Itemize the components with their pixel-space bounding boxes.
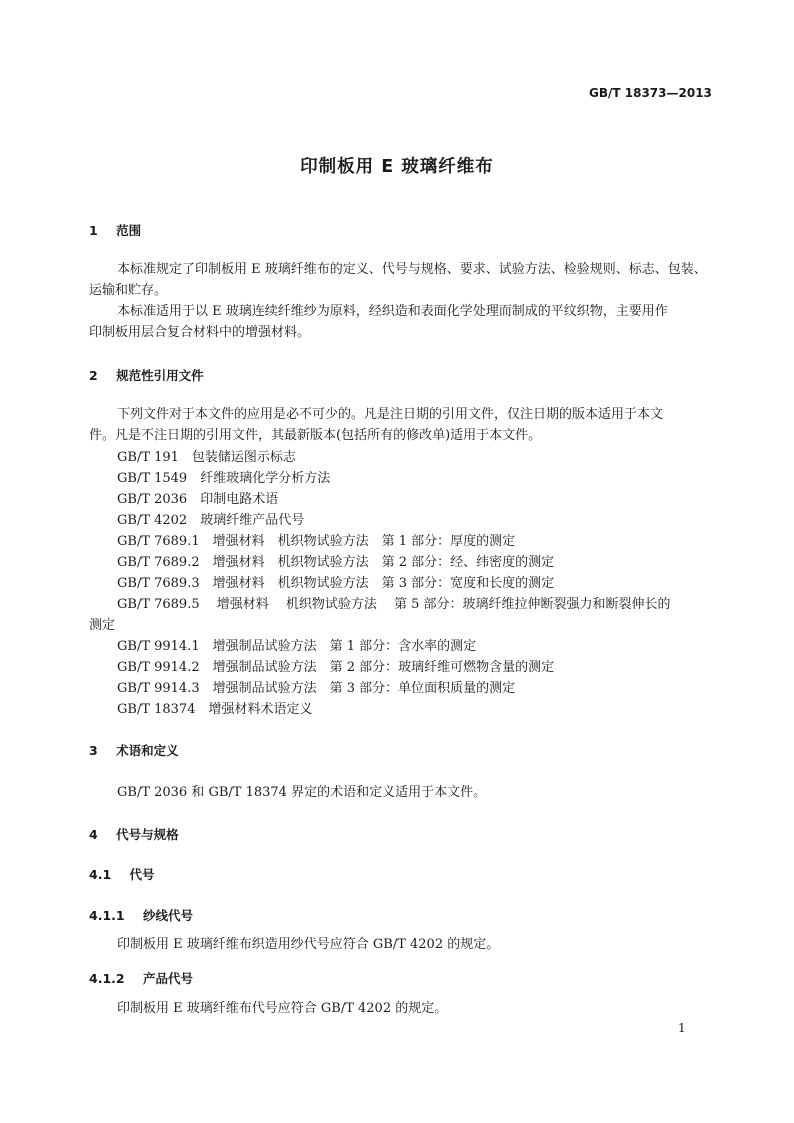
section-heading-2 — [89, 366, 204, 384]
section-number: 4.1.1 — [89, 908, 125, 923]
section-number: 4.1 — [89, 867, 112, 882]
reference-item: GB/T 18374 增强材料术语定义 — [117, 702, 313, 717]
reference-item-continuation: 测定 — [89, 618, 116, 633]
paragraph-line: 件。凡是不注日期的引用文件，其最新版本(包括所有的修改单)适用于本文件。 — [89, 428, 542, 443]
paragraph-line: 印制板用 E 玻璃纤维布织造用纱代号应符合 GB/T 4202 的规定。 — [117, 937, 500, 952]
section-title: 术语和定义 — [116, 743, 179, 758]
section-heading-4 — [89, 825, 179, 843]
section-heading-1 — [89, 221, 141, 239]
reference-item: GB/T 7689.5 增强材料 机织物试验方法 第 5 部分：玻璃纤维拉伸断裂强力和断裂伸长的 — [117, 597, 671, 612]
reference-item: GB/T 7689.2 增强材料 机织物试验方法 第 2 部分：经、纬密度的测定 — [117, 555, 555, 570]
section-heading-4-1 — [89, 865, 155, 883]
paragraph-line: 印制板用层合复合材料中的增强材料。 — [89, 325, 311, 340]
section-title: 规范性引用文件 — [116, 368, 204, 383]
reference-item: GB/T 9914.3 增强制品试验方法 第 3 部分：单位面积质量的测定 — [117, 681, 516, 696]
reference-item: GB/T 9914.2 增强制品试验方法 第 2 部分：玻璃纤维可燃物含量的测定 — [117, 660, 555, 675]
section-number: 4 — [89, 827, 98, 842]
paragraph-line: 本标准适用于以 E 玻璃连续纤维纱为原料，经织造和表面化学处理而制成的平纹织物，主要用作 — [117, 304, 668, 319]
section-title: 产品代号 — [142, 971, 193, 986]
reference-item: GB/T 4202 玻璃纤维产品代号 — [117, 513, 305, 528]
section-title: 范围 — [116, 223, 142, 238]
paragraph-line: GB/T 2036 和 GB/T 18374 界定的术语和定义适用于本文件。 — [117, 785, 487, 800]
reference-item: GB/T 7689.3 增强材料 机织物试验方法 第 3 部分：宽度和长度的测定 — [117, 576, 555, 591]
section-heading-4-1-2 — [89, 969, 193, 987]
section-number: 3 — [89, 743, 98, 758]
reference-item: GB/T 7689.1 增强材料 机织物试验方法 第 1 部分：厚度的测定 — [117, 534, 516, 549]
section-heading-3 — [89, 741, 179, 759]
reference-item: GB/T 1549 纤维玻璃化学分析方法 — [117, 471, 331, 486]
reference-item: GB/T 2036 印制电路术语 — [117, 492, 279, 507]
section-heading-4-1-1 — [89, 906, 193, 924]
paragraph-line: 印制板用 E 玻璃纤维布代号应符合 GB/T 4202 的规定。 — [117, 1001, 448, 1016]
standard-number: GB/T 18373—2013 — [589, 86, 712, 100]
section-number: 1 — [89, 223, 98, 238]
section-number: 2 — [89, 368, 98, 383]
paragraph-line: 运输和贮存。 — [89, 283, 168, 298]
section-title: 代号 — [129, 867, 155, 882]
paragraph-line: 下列文件对于本文件的应用是必不可少的。凡是注日期的引用文件，仅注日期的版本适用于本文 — [117, 407, 664, 422]
paragraph-line: 本标准规定了印制板用 E 玻璃纤维布的定义、代号与规格、要求、试验方法、检验规则、标志、包装、 — [117, 262, 707, 277]
reference-item: GB/T 9914.1 增强制品试验方法 第 1 部分：含水率的测定 — [117, 639, 477, 654]
reference-item: GB/T 191 包装储运图示标志 — [117, 450, 296, 465]
section-title: 纱线代号 — [142, 908, 193, 923]
page-number: 1 — [678, 1021, 686, 1035]
section-title: 代号与规格 — [116, 827, 179, 842]
section-number: 4.1.2 — [89, 971, 125, 986]
document-title: 印制板用 E 玻璃纤维布 — [300, 157, 494, 177]
